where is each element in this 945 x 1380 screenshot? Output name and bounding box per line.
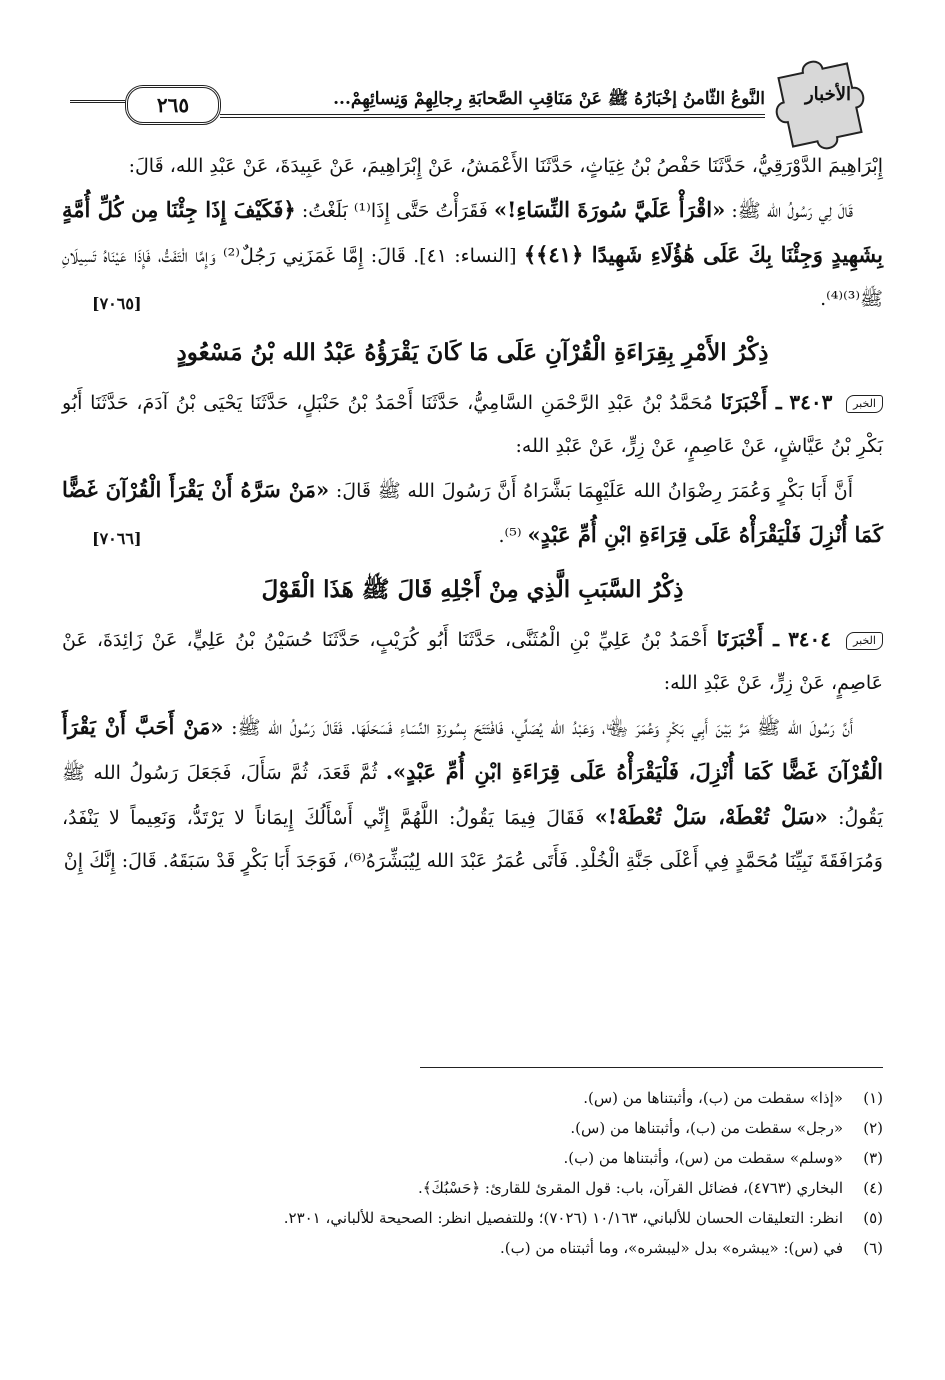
paragraph xyxy=(62,618,883,705)
running-title: النَّوعُ الثَّامنُ إخْبَارُهُ ﷺ عَنْ مَنَاقِبِ الصَّحابَةِ رِجالِهِمْ وَنِسائِهِمْ... xyxy=(333,89,765,109)
footnote-text: «وسلم» سقطت من (س)، وأثبتناها من (ب). xyxy=(563,1149,843,1167)
khabar-badge: الخبر xyxy=(846,632,883,650)
hadith-quote: «مَنْ سَرَّهُ أَنْ يَقْرَأَ الْقُرْآنَ غَضًّا كَمَا أُنْزِلَ فَلْيَقْرَأْهُ عَلَى قِرَاءَةِ ابْنِ أُمِّ عَبْدٍ» xyxy=(62,477,883,547)
paragraph xyxy=(62,705,883,883)
text: أَحْمَدُ بْنُ عَلِيِّ بْنِ الْمُثَنَّى، حَدَّثَنَا أَبُو كُرَيْبٍ، حَدَّثَنَا حُسَيْنُ بْنُ عَلِيٍّ، عَنْ زَائِدَةَ، عَنْ عَاصِمٍ، عَنْ زِرٍّ، عَنْ عَبْدِ الله: xyxy=(62,629,883,694)
text: أَنَّ أَبَا بَكْرٍ وَعُمَرَ رِضْوَانُ الله عَلَيْهِمَا بَشَّرَاهُ أَنَّ رَسُولَ الله ﷺ قَالَ: xyxy=(335,480,854,502)
akhbarana-label: ـ أَخْبَرَنَا xyxy=(720,390,782,414)
footnote-text: انظر: التعليقات الحسان للألباني، ١٠/١٦٣ (٧٠٢٦)؛ وللتفصيل انظر: الصحيحة للألباني، ٢٣٠١. xyxy=(283,1209,843,1227)
footnote-text: «إذا» سقطت من (ب)، وأثبتناها من (س). xyxy=(583,1089,843,1107)
hadith-quote: «اقْرَأْ عَلَيَّ سُورَةَ النِّسَاءِ!» xyxy=(494,197,726,222)
reference-number: [٧٠٦٥] xyxy=(92,294,142,313)
footnote-number: (٢) xyxy=(863,1119,883,1137)
footnote xyxy=(62,1173,883,1203)
paragraph xyxy=(62,188,883,321)
footnote-number: (٥) xyxy=(863,1209,883,1227)
quran-verse: ﴿فَكَيْفَ إِذَا جِئْنَا مِن كُلِّ أُمَّةٍ بِشَهِيدٍ وَجِئْنَا بِكَ عَلَى هَٰؤُلَاءِ شَهِيدًا ﴿٤١﴾﴾ xyxy=(62,197,884,267)
section-heading: ذِكْرُ السَّبَبِ الَّذِي مِنْ أَجْلِهِ قَالَ ﷺ هَذَا الْقَوْلَ xyxy=(261,576,684,603)
text: مُحَمَّدُ بْنُ عَبْدِ الرَّحْمَنِ السَّامِيُّ، حَدَّثَنَا أَحْمَدُ بْنُ حَنْبَلٍ، حَدَّثَنَا يَحْيَى بْنُ آدَمَ، حَدَّثَنَا أَبُو بَكْرِ بْنُ عَيَّاشٍ، عَنْ عَاصِمٍ، عَنْ زِرٍّ، عَنْ عَبْدِ الله: xyxy=(62,392,883,457)
section-heading: ذِكْرُ الأَمْرِ بِقِرَاءَةِ الْقُرْآنِ عَلَى مَا كَانَ يَقْرَؤُهُ عَبْدُ الله بْنُ مَسْعُودٍ xyxy=(176,339,769,366)
text: إِبْرَاهِيمَ الدَّوْرَقِيُّ، حَدَّثَنَا حَفْصُ بْنُ غِيَاثٍ، حَدَّثَنَا الأَعْمَشُ، عَنْ إِبْرَاهِيمَ، عَنْ عَبِيدَةَ، عَنْ عَبْدِ الله، قَالَ: xyxy=(128,155,883,177)
paragraph xyxy=(62,381,883,468)
header-rule-left xyxy=(70,100,125,103)
footnote-number: (١) xyxy=(863,1089,883,1107)
text: [النساء: ٤١]. قَالَ: إِمَّا غَمَزَنِي رَجُلٌ⁽²⁾ وَإِمَّا الْتَفَتُّ، فَإِذَا عَيْنَاهُ تَسِيلَانِ ﷺ⁽³⁾⁽⁴⁾. xyxy=(62,245,883,310)
footnote-number: (٣) xyxy=(863,1149,883,1167)
main-text xyxy=(62,145,883,883)
hadith-quote: «مَنْ أَحَبَّ أَنْ يَقْرَأَ الْقُرْآنَ غَضًّا كَمَا أُنْزِلَ، فَلْيَقْرَأْهُ عَلَى قِرَاءَةِ ابْنِ أُمِّ عَبْدٍ». xyxy=(62,714,884,784)
reference-number: [٧٠٦٦] xyxy=(92,529,142,548)
hadith-number: ٣٤٠٣ xyxy=(789,390,833,414)
page-header xyxy=(70,40,875,120)
hadith-number: ٣٤٠٤ xyxy=(788,627,832,651)
text: قَالَ لِي رَسُولُ الله ﷺ: xyxy=(731,200,854,222)
footnote-number: (٦) xyxy=(863,1239,883,1257)
footnote-separator xyxy=(420,1067,883,1068)
text: فَقَرَأْتُ حَتَّى إِذَا⁽¹⁾ بَلَغْتُ: xyxy=(301,200,488,222)
header-rule xyxy=(220,114,765,118)
footnote-number: (٤) xyxy=(863,1179,883,1197)
text: فَقَالَ فِيمَا يَقُولُ: اللَّهُمَّ إِنِّي أَسْأَلُكَ إِيمَاناً لا يَرْتَدُّ، وَنَعِيماً لا يَنْفَدُ، وَمُرَافَقَةَ نَبِيِّنَا مُحَمَّدٍ فِي أَعْلَى جَنَّةِ الْخُلْدِ. فَأَتَى عُمَرُ عَبْدَ الله لِيُبَشِّرَهُ⁽⁶⁾، فَوَجَدَ أَبَا بَكْرٍ قَدْ سَبَقَهُ. قَالَ: إِنَّكَ إِنْ xyxy=(62,807,883,872)
paragraph xyxy=(62,145,883,188)
page-number: ٢٦٥ xyxy=(125,85,221,125)
footnote-text: في (س): «يبشره» بدل «ليبشره»، وما أثبتناه من (ب). xyxy=(500,1239,843,1257)
text: ثُمَّ قَعَدَ، ثُمَّ سَأَلَ، فَجَعَلَ رَسُولُ الله ﷺ يَقُولُ: xyxy=(62,762,883,829)
puzzle-piece-icon xyxy=(765,50,875,160)
text: أَنَّ رَسُولَ الله ﷺ مَرَّ بَيْنَ أَبِي بَكْرٍ وَعُمَرَ ﵄، وَعَبْدُ الله يُصَلِّي، فَافْتَتَحَ بِسُورَةِ النِّسَاءِ فَسَحَلَهَا. فَقَالَ رَسُولُ الله ﷺ: xyxy=(231,717,854,739)
corner-label: الأخبار xyxy=(804,84,851,105)
footnote xyxy=(62,1203,883,1233)
footnote xyxy=(62,1233,883,1263)
footnote xyxy=(62,1083,883,1113)
footnote-text: البخاري (٤٧٦٣)، فضائل القرآن، باب: قول المقرئ للقارئ: ﴿حَسْبُكَ﴾. xyxy=(418,1179,843,1197)
footnotes xyxy=(62,1083,883,1263)
footnote xyxy=(62,1113,883,1143)
footnote-text: «رجل» سقطت من (ب)، وأثبتناها من (س). xyxy=(570,1119,843,1137)
footnote xyxy=(62,1143,883,1173)
text: ⁽⁵⁾. xyxy=(498,525,522,547)
khabar-badge: الخبر xyxy=(846,395,883,413)
akhbarana-label: ـ أَخْبَرَنَا xyxy=(716,627,780,651)
paragraph xyxy=(62,468,883,558)
hadith-quote: «سَلْ تُعْطَهْ، سَلْ تُعْطَهْ!» xyxy=(594,804,828,829)
